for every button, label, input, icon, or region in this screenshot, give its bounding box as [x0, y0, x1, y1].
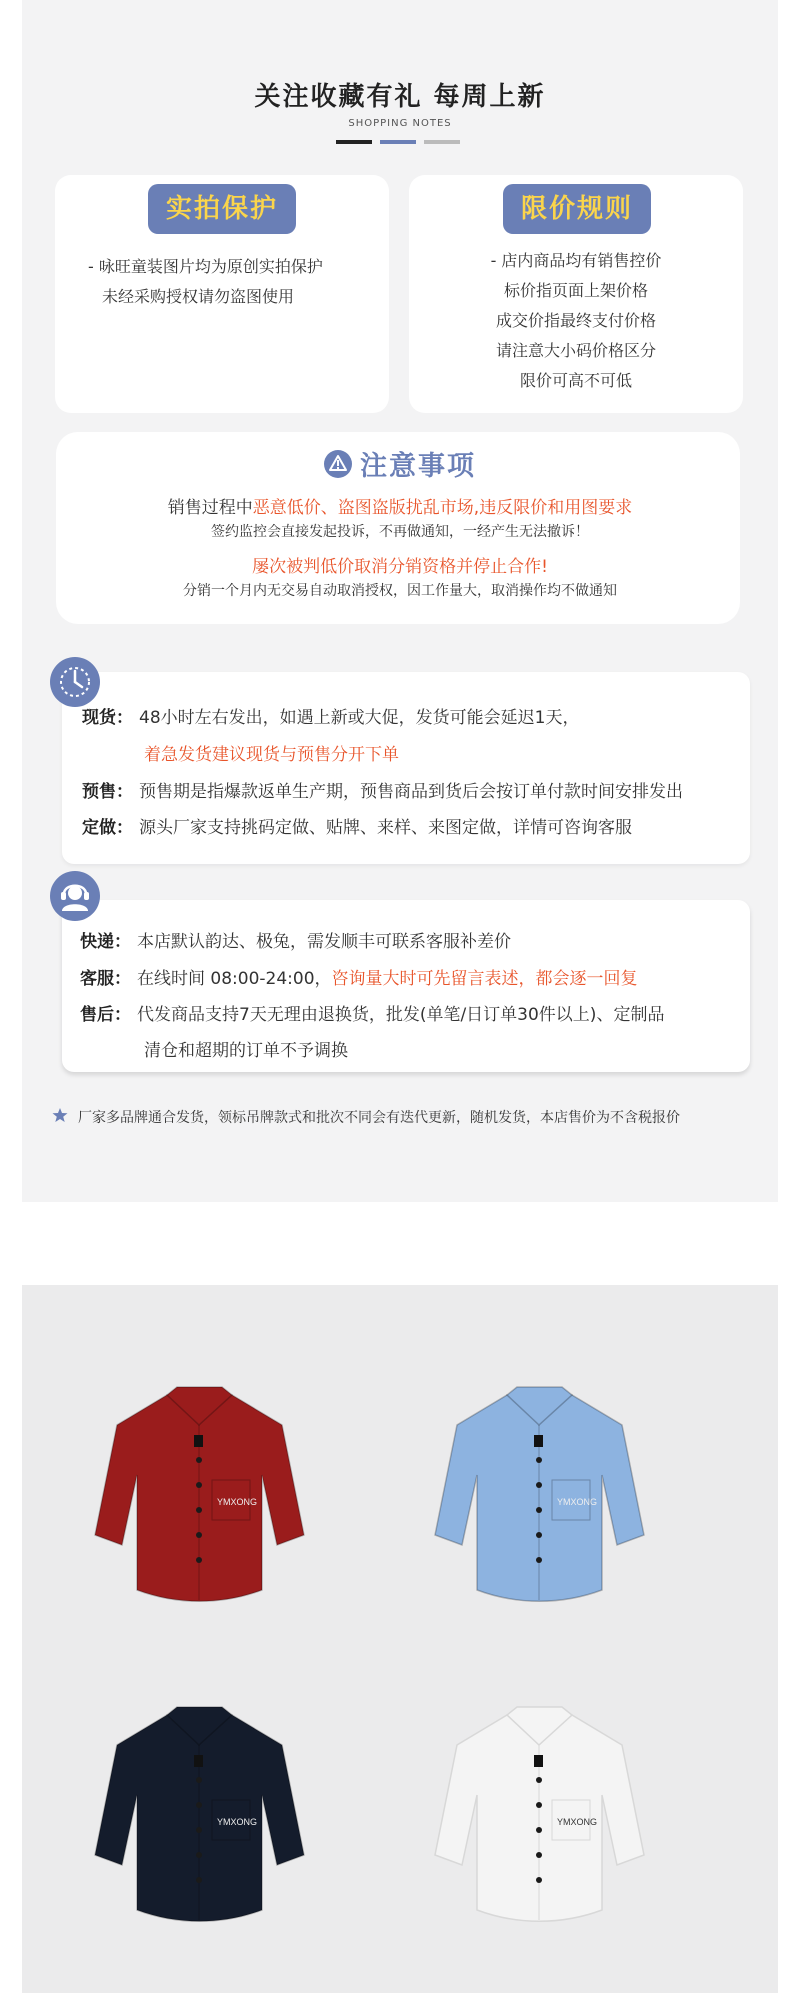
price-rules-line: - 店内商品均有销售控价 [490, 251, 662, 270]
cs-label: 客服： [80, 969, 131, 989]
notice-line-1-prefix: 销售过程中 [167, 498, 253, 518]
footer-note [52, 1107, 680, 1127]
price-rules-text [409, 246, 743, 396]
express-label: 快递： [80, 932, 131, 952]
photo-protection-line: - 咏旺童装图片均为原创实拍保护 [88, 257, 323, 276]
service-row-cs [80, 964, 638, 989]
presale-text: 预售期是指爆款返单生产期，预售商品到货后会按订单付款时间安排发出 [139, 782, 683, 802]
star-icon [52, 1107, 68, 1127]
shipping-row-custom [82, 813, 632, 838]
stock-label: 现货： [82, 708, 133, 728]
service-row-aftersale [80, 1000, 664, 1025]
photo-protection-text [88, 252, 323, 312]
photo-protection-title: 实拍保护 [148, 184, 296, 234]
footer-note-text: 厂家多品牌通合发货，领标吊牌款式和批次不同会有迭代更新，随机发货，本店售价为不含税报价 [78, 1110, 680, 1126]
price-rules-line: 标价指页面上架价格 [503, 281, 648, 300]
express-text: 本店默认韵达、极兔，需发顺丰可联系客服补差价 [137, 932, 511, 952]
notice-line-4: 分销一个月内无交易自动取消授权，因工作量大，取消操作均不做通知 [183, 583, 617, 599]
shirt-gallery [22, 1285, 778, 1993]
notice-line-1-warning: 恶意低价、盗图盗版扰乱市场,违反限价和用图要求 [252, 498, 633, 518]
shipping-row-stock [82, 703, 579, 728]
service-row-aftersale-2: 清仓和超期的订单不予调换 [144, 1041, 348, 1061]
presale-label: 预售： [82, 782, 133, 802]
shirt-logo: YMXONG [557, 1817, 598, 1827]
cs-text: 在线时间 08:00-24:00， [137, 969, 332, 989]
aftersale-label: 售后： [80, 1005, 131, 1025]
notice-header [0, 444, 800, 483]
custom-label: 定做： [82, 818, 133, 838]
custom-text: 源头厂家支持挑码定做、贴牌、来样、来图定做，详情可咨询客服 [139, 818, 632, 838]
notice-line-3: 屡次被判低价取消分销资格并停止合作! [252, 557, 548, 577]
navy-shirt [95, 1707, 304, 1921]
shipping-row-presale [82, 777, 683, 802]
aftersale-text-1: 代发商品支持7天无理由退换货，批发(单笔/日订单30件以上)、定制品 [137, 1005, 665, 1025]
blue-shirt [435, 1387, 644, 1601]
red-shirt [95, 1387, 304, 1601]
notice-line-1 [0, 493, 800, 518]
white-shirt [435, 1707, 644, 1921]
notice-line-2: 签约监控会直接发起投诉，不再做通知，一经产生无法撤诉！ [211, 524, 589, 540]
headset-icon [50, 871, 100, 921]
divider-bar-blue [380, 140, 416, 144]
shirt-logo: YMXONG [217, 1497, 258, 1507]
price-rules-line: 请注意大小码价格区分 [495, 341, 656, 360]
notice-title: 注意事项 [360, 451, 476, 482]
shirt-logo: YMXONG [557, 1497, 598, 1507]
shirt-logo: YMXONG [217, 1817, 258, 1827]
price-rules-title: 限价规则 [503, 184, 651, 234]
product-photo [22, 1285, 778, 1993]
warning-icon [324, 450, 352, 478]
clock-icon [50, 657, 100, 707]
photo-protection-line: 未经采购授权请勿盗图使用 [102, 287, 295, 306]
divider-bar-dark [336, 140, 372, 144]
shipping-row-urgent: 着急发货建议现货与预售分开下单 [144, 745, 399, 765]
price-rules-line: 成交价指最终支付价格 [495, 311, 656, 330]
title-divider [336, 140, 460, 144]
stock-text: 48小时左右发出，如遇上新或大促，发货可能会延迟1天， [139, 708, 580, 728]
price-rules-line: 限价可高不可低 [519, 371, 632, 390]
divider-bar-grey [424, 140, 460, 144]
page-subtitle: SHOPPING NOTES [348, 118, 452, 129]
cs-warning: 咨询量大时可先留言表述，都会逐一回复 [331, 969, 638, 989]
service-row-express [80, 927, 511, 952]
page-title: 关注收藏有礼 每周上新 [254, 82, 546, 112]
